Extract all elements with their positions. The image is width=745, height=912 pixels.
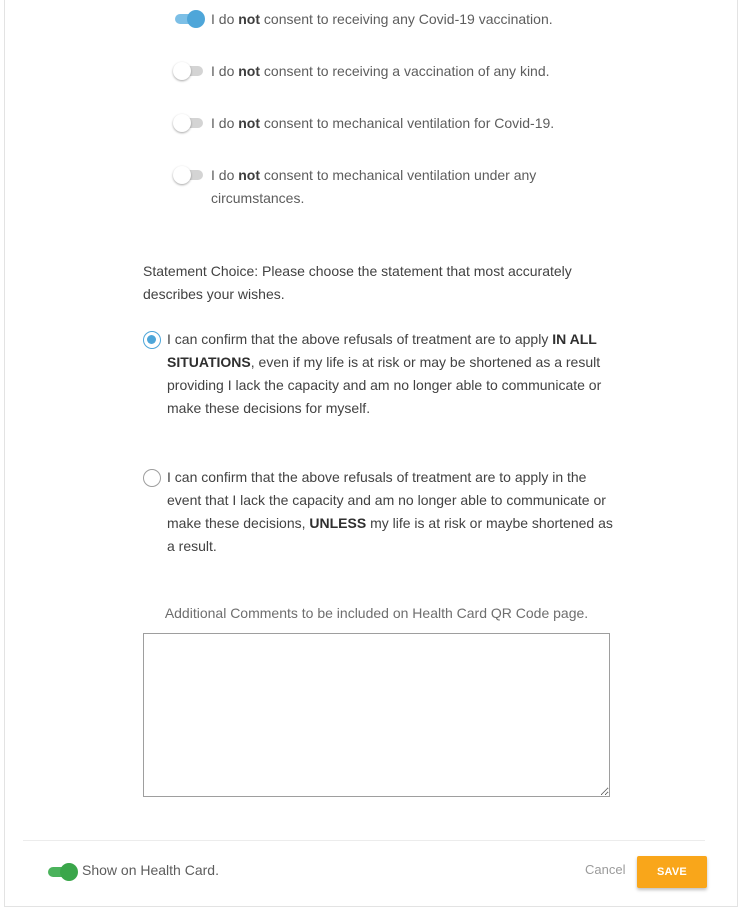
statement-option-text: I can confirm that the above refusals of treatment are to apply in the event that I lack the capacity and am no longer able to communicate or make these decisions, UNLESS my life is at risk or maybe shortened as a result.	[167, 469, 613, 554]
toggle-label: I do not consent to mechanical ventilation under any circumstances.	[211, 167, 537, 206]
toggle-row-covid-vaccination	[173, 8, 593, 31]
statement-option-all-situations[interactable]	[143, 328, 613, 420]
covid-ventilation-toggle[interactable]	[173, 116, 205, 130]
cancel-button[interactable]: Cancel	[579, 862, 631, 877]
show-on-health-card-label: Show on Health Card.	[82, 862, 219, 878]
save-button[interactable]: SAVE	[637, 856, 707, 888]
any-ventilation-toggle[interactable]	[173, 168, 205, 182]
statement-option-text: I can confirm that the above refusals of treatment are to apply IN ALL SITUATIONS, even if my life is at risk or may be shortened as a result providing I lack the capacity and am no longer able to communicate or make these decisions for myself.	[167, 331, 602, 416]
footer-divider	[23, 840, 705, 841]
radio-button-unless[interactable]	[143, 469, 161, 487]
toggle-row-any-ventilation	[173, 164, 553, 210]
additional-comments-textarea[interactable]	[143, 633, 610, 797]
radio-button-all-situations[interactable]	[143, 331, 161, 349]
show-on-health-card-toggle[interactable]	[46, 865, 78, 879]
toggle-row-any-vaccination	[173, 60, 593, 83]
toggle-label: I do not consent to receiving any Covid-19 vaccination.	[211, 11, 553, 27]
toggle-label: I do not consent to mechanical ventilation for Covid-19.	[211, 115, 555, 131]
statement-option-unless[interactable]	[143, 466, 613, 558]
any-vaccination-toggle[interactable]	[173, 64, 205, 78]
additional-comments-label: Additional Comments to be included on Health Card QR Code page.	[164, 605, 589, 621]
toggle-row-covid-ventilation	[173, 112, 593, 135]
show-on-health-card-row	[46, 861, 219, 879]
statement-choice-prompt: Statement Choice: Please choose the statement that most accurately describes your wishes.	[143, 263, 572, 302]
covid-vaccination-toggle[interactable]	[173, 12, 205, 26]
consent-card	[4, 0, 738, 907]
toggle-label: I do not consent to receiving a vaccination of any kind.	[211, 63, 550, 79]
